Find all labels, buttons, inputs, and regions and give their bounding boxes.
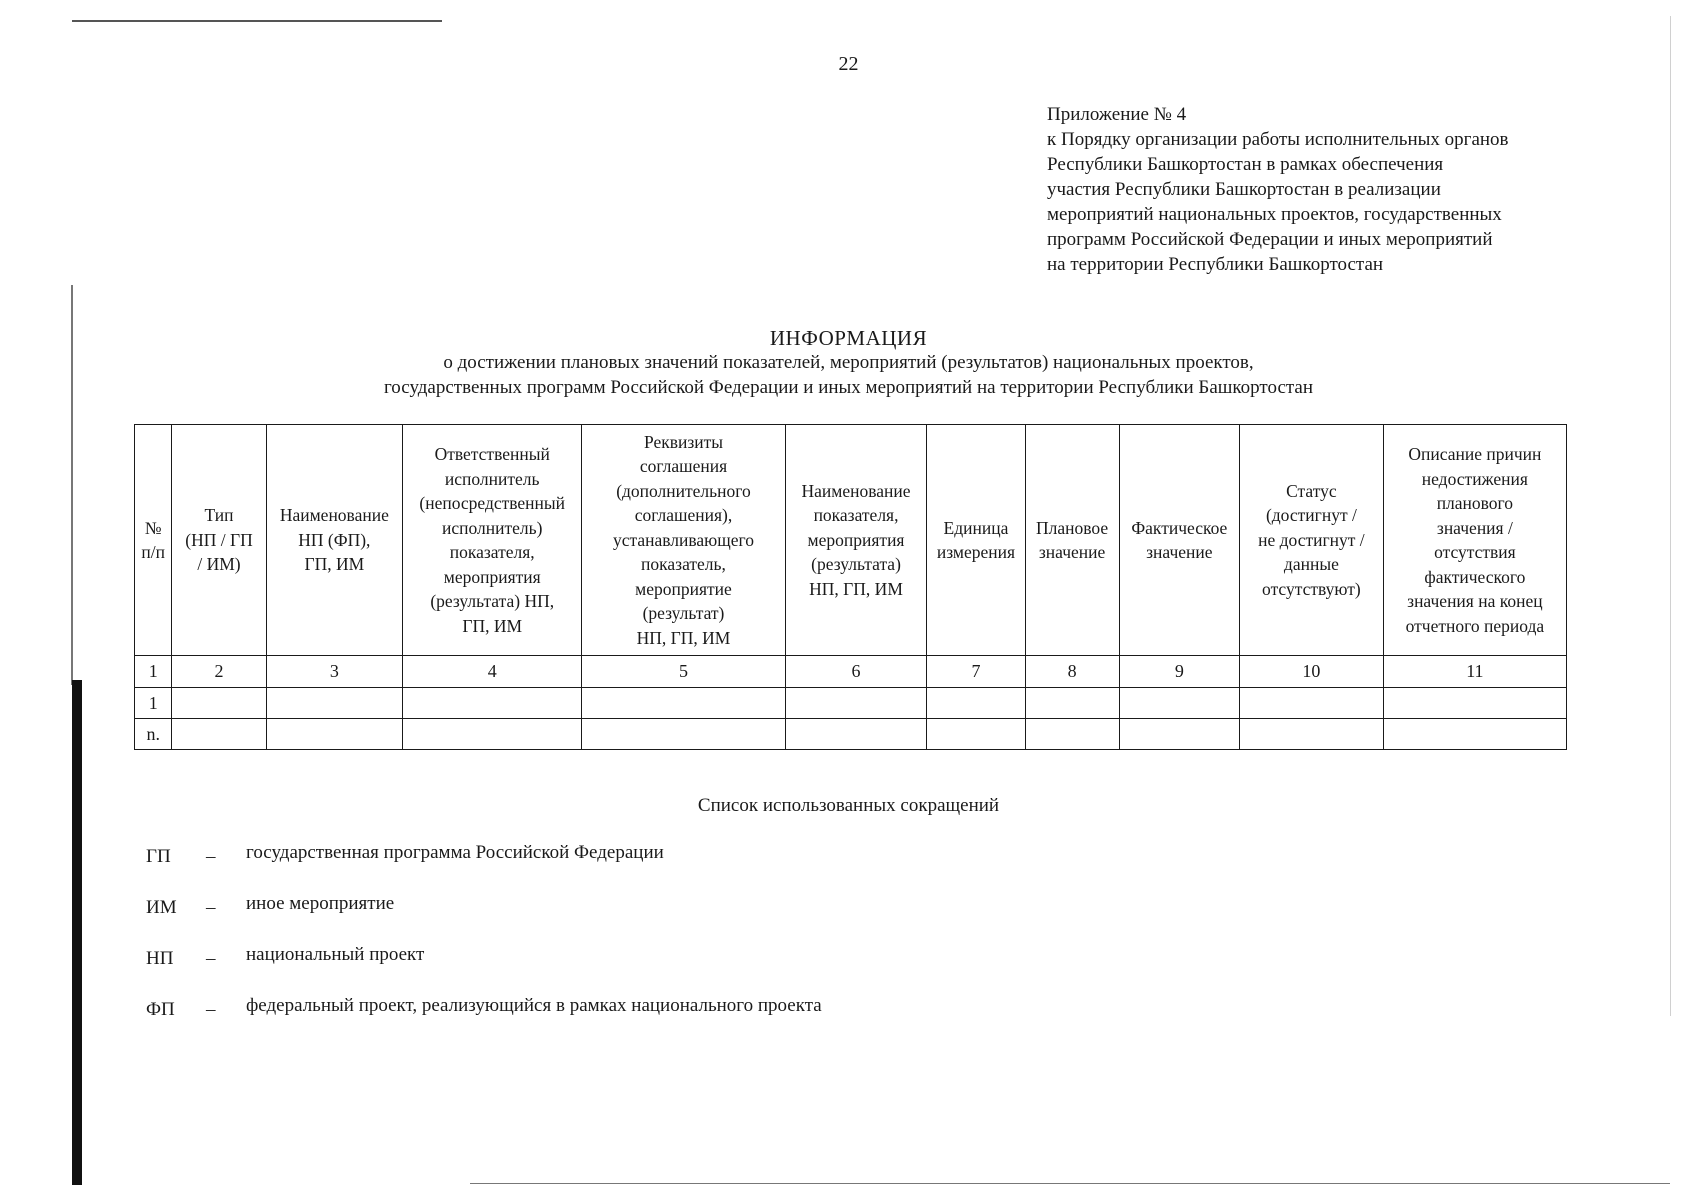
column-number: 8 (1025, 656, 1119, 688)
appendix-line: участия Республики Башкортостан в реализации (1047, 179, 1441, 200)
header-cell-indicator-name: Наименование показателя, мероприятия (результата) НП, ГП, ИМ (785, 425, 927, 656)
subtitle-line: о достижении плановых значений показателей, мероприятий (результатов) национальных проектов, (443, 352, 1254, 373)
table-cell (1240, 688, 1384, 719)
table-row (135, 688, 1567, 719)
table-cell (927, 719, 1025, 750)
column-number: 1 (135, 656, 172, 688)
table-row (135, 719, 1567, 750)
table-cell (403, 688, 582, 719)
column-number: 6 (785, 656, 927, 688)
header-cell-type: Тип (НП / ГП / ИМ) (172, 425, 266, 656)
abbreviation-text: национальный проект (246, 944, 425, 965)
column-number: 4 (403, 656, 582, 688)
document-subtitle (0, 350, 1697, 400)
document-title: ИНФОРМАЦИЯ (769, 326, 928, 350)
table-cell (785, 719, 927, 750)
table-cell (1119, 688, 1239, 719)
table-cell: n. (135, 719, 172, 750)
header-cell-unit: Единица измерения (927, 425, 1025, 656)
table-cell (582, 719, 785, 750)
abbreviation-dash: – (206, 846, 216, 867)
column-number: 11 (1383, 656, 1566, 688)
table-cell (266, 719, 403, 750)
appendix-line: мероприятий национальных проектов, государственных (1047, 204, 1502, 225)
header-cell-project-name: Наименование НП (ФП), ГП, ИМ (266, 425, 403, 656)
abbreviation-text: иное мероприятие (246, 893, 395, 914)
table-cell (1383, 719, 1566, 750)
page-number: 22 (838, 53, 859, 75)
column-number: 7 (927, 656, 1025, 688)
table-cell (172, 719, 266, 750)
column-number: 3 (266, 656, 403, 688)
scan-artifact-top-line (72, 20, 442, 22)
appendix-line: на территории Республики Башкортостан (1047, 254, 1384, 275)
table-cell (1240, 719, 1384, 750)
scan-artifact-bottom-line (470, 1183, 1670, 1184)
scan-artifact-right-edge (1670, 16, 1671, 1016)
table-cell: 1 (135, 688, 172, 719)
header-cell-status: Статус (достигнут / не достигнут / данные отсутствуют) (1240, 425, 1384, 656)
table-header-row (135, 425, 1567, 656)
column-number: 10 (1240, 656, 1384, 688)
abbreviation-dash: – (206, 999, 216, 1020)
table-cell (785, 688, 927, 719)
appendix-line: к Порядку организации работы исполнительных органов (1047, 129, 1509, 150)
table-cell (927, 688, 1025, 719)
header-cell-responsible: Ответственный исполнитель (непосредственный исполнитель) показателя, мероприятия (результата) НП, ГП, ИМ (403, 425, 582, 656)
table-cell (1119, 719, 1239, 750)
table-cell (1025, 719, 1119, 750)
appendix-note (1047, 102, 1647, 277)
table-cell (1025, 688, 1119, 719)
column-number: 9 (1119, 656, 1239, 688)
scan-artifact-left-edge (72, 680, 82, 1185)
abbreviation-text: федеральный проект, реализующийся в рамках национального проекта (246, 995, 822, 1016)
abbreviation-dash: – (206, 897, 216, 918)
abbreviation-code: НП (146, 948, 174, 969)
subtitle-line: государственных программ Российской Федерации и иных мероприятий на территории Республики Башкортостан (383, 377, 1314, 398)
appendix-line: программ Российской Федерации и иных мероприятий (1047, 229, 1493, 250)
abbreviation-dash: – (206, 948, 216, 969)
abbreviations-heading: Список использованных сокращений (697, 795, 1000, 816)
table-cell (403, 719, 582, 750)
header-cell-actual: Фактическое значение (1119, 425, 1239, 656)
abbreviation-code: ФП (146, 999, 175, 1020)
abbreviation-code: ИМ (146, 897, 177, 918)
table-cell (582, 688, 785, 719)
column-number: 5 (582, 656, 785, 688)
header-cell-reasons: Описание причин недостижения планового значения / отсутствия фактического значения на конец отчетного периода (1383, 425, 1566, 656)
header-cell-agreement: Реквизиты соглашения (дополнительного соглашения), устанавливающего показатель, мероприятие (результат) НП, ГП, ИМ (582, 425, 785, 656)
table-cell (266, 688, 403, 719)
column-number: 2 (172, 656, 266, 688)
header-cell-planned: Плановое значение (1025, 425, 1119, 656)
table-cell (1383, 688, 1566, 719)
header-cell-number: № п/п (135, 425, 172, 656)
appendix-line: Республики Башкортостан в рамках обеспечения (1047, 154, 1444, 175)
abbreviation-code: ГП (146, 846, 171, 867)
information-table (134, 424, 1567, 750)
table-cell (172, 688, 266, 719)
column-number-row (135, 656, 1567, 688)
abbreviation-text: государственная программа Российской Федерации (246, 842, 664, 863)
appendix-line: Приложение № 4 (1047, 104, 1187, 125)
